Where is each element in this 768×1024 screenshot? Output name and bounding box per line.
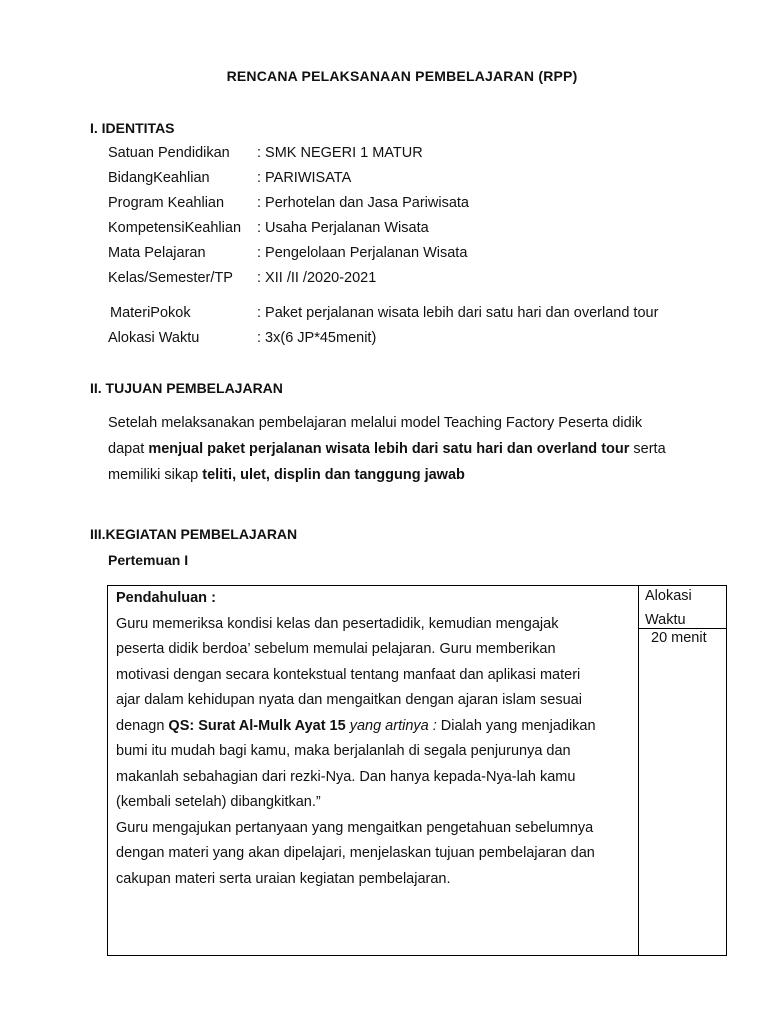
- pendahuluan-line-qs: [116, 714, 632, 740]
- tujuan-line-2: [108, 436, 712, 462]
- identitas-value-materi: : Paket perjalanan wisata lebih dari satu hari dan overland tour: [257, 305, 659, 321]
- identitas-value-kelas: : XII /II /2020-2021: [257, 270, 377, 286]
- pendahuluan-line-2: peserta didik berdoa’ sebelum memulai pelajaran. Guru memberikan: [116, 641, 556, 657]
- pendahuluan-line-1: Guru memeriksa kondisi kelas dan pesertadidik, kemudian mengajak: [116, 615, 559, 632]
- identitas-value-bidang: : PARIWISATA: [257, 170, 352, 186]
- identitas-value-mapel: : Pengelolaan Perjalanan Wisata: [257, 245, 468, 261]
- tujuan-line-3-bold: teliti, ulet, displin dan tanggung jawab: [202, 467, 465, 483]
- tujuan-line-3-pre: memiliki sikap: [108, 467, 203, 483]
- qs-reference: QS: Surat Al-Mulk Ayat 15: [168, 717, 346, 734]
- alokasi-header: [645, 586, 692, 631]
- pendahuluan-title: Pendahuluan :: [116, 590, 216, 606]
- identitas-value-satuan: : SMK NEGERI 1 MATUR: [257, 145, 423, 161]
- identitas-value-kompetensi: : Usaha Perjalanan Wisata: [257, 220, 429, 236]
- tujuan-line-2-pre: dapat: [108, 441, 149, 457]
- tujuan-line-2-bold: menjual paket perjalanan wisata lebih dari satu hari dan overland tour: [148, 441, 630, 457]
- identitas-label-mapel: Mata Pelajaran: [108, 245, 206, 261]
- pendahuluan-line-7: makanlah sebahagian dari rezki-Nya. Dan hanya kepada-Nya-lah kamu: [116, 768, 576, 785]
- identitas-value-alokasi: : 3x(6 JP*45menit): [257, 330, 377, 346]
- kegiatan-table: [107, 585, 727, 956]
- pendahuluan-line-11: cakupan materi serta uraian kegiatan pembelajaran.: [116, 870, 451, 887]
- qs-pre: denagn: [116, 717, 169, 734]
- identitas-label-kelas: Kelas/Semester/TP: [108, 270, 233, 286]
- section-identitas-heading: I. IDENTITAS: [90, 120, 175, 136]
- alokasi-header-line-1: Alokasi: [645, 588, 692, 604]
- section-tujuan-heading: II. TUJUAN PEMBELAJARAN: [90, 380, 283, 396]
- identitas-label-materi: MateriPokok: [110, 305, 191, 321]
- tujuan-line-3: [108, 462, 712, 488]
- alokasi-value: 20 menit: [651, 630, 707, 646]
- section-kegiatan-heading: III.KEGIATAN PEMBELAJARAN: [90, 526, 298, 542]
- identitas-label-kompetensi: KompetensiKeahlian: [108, 220, 242, 236]
- identitas-label-bidang: BidangKeahlian: [108, 170, 210, 186]
- identitas-label-program: Program Keahlian: [108, 195, 225, 211]
- qs-post: Dialah yang menjadikan: [436, 717, 596, 734]
- pendahuluan-line-9: Guru mengajukan pertanyaan yang mengaitkan pengetahuan sebelumnya: [116, 819, 594, 836]
- pertemuan-subheading: Pertemuan I: [108, 552, 189, 568]
- table-column-divider: [638, 586, 639, 955]
- alokasi-header-line-2: Waktu: [645, 612, 686, 628]
- pendahuluan-line-4: ajar dalam kehidupan nyata dan mengaitkan dengan ajaran islam sesuai: [116, 692, 582, 708]
- identitas-label-satuan: Satuan Pendidikan: [108, 145, 230, 161]
- identitas-value-program: : Perhotelan dan Jasa Pariwisata: [257, 195, 469, 211]
- tujuan-line-2-post: serta: [629, 441, 666, 457]
- pendahuluan-line-6: bumi itu mudah bagi kamu, maka berjalanlah di segala penjurunya dan: [116, 743, 571, 759]
- pendahuluan-line-3: motivasi dengan secara kontekstual tentang manfaat dan aplikasi materi: [116, 666, 581, 683]
- qs-italic: yang artinya :: [345, 717, 437, 734]
- tujuan-paragraph: [108, 410, 712, 488]
- identitas-label-alokasi: Alokasi Waktu: [108, 330, 200, 346]
- pendahuluan-line-8: (kembali setelah) dibangkitkan.”: [116, 794, 321, 810]
- pendahuluan-cell: [116, 586, 632, 892]
- document-title: RENCANA PELAKSANAAN PEMBELAJARAN (RPP): [226, 68, 578, 84]
- tujuan-line-1: Setelah melaksanakan pembelajaran melalui model Teaching Factory Peserta didik: [108, 415, 643, 431]
- pendahuluan-line-10: dengan materi yang akan dipelajari, menjelaskan tujuan pembelajaran dan: [116, 845, 595, 861]
